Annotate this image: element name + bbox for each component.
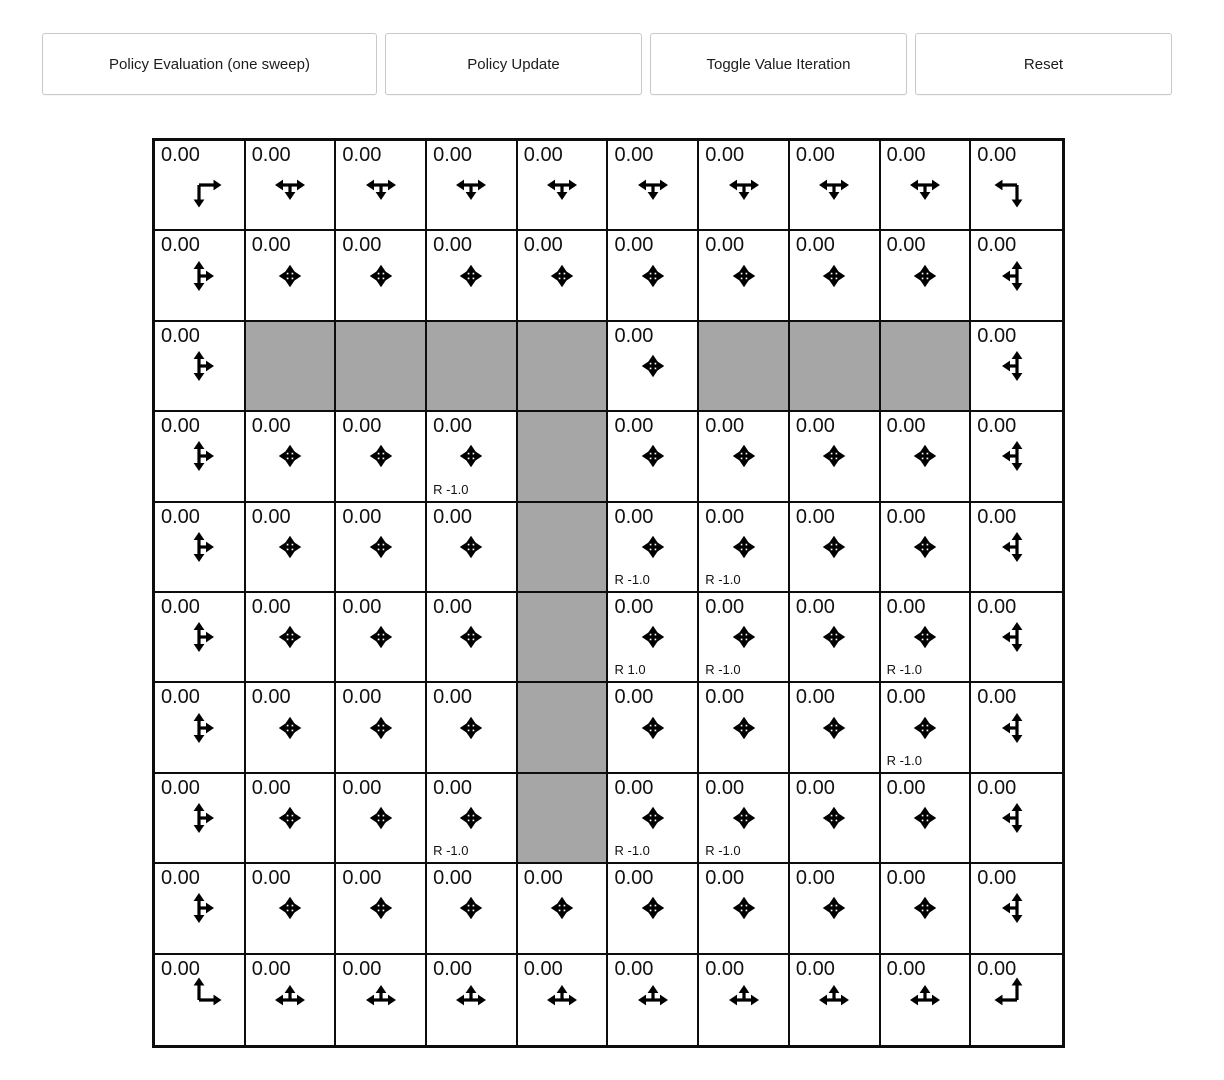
cell-value: 0.00	[342, 144, 382, 166]
cell-value: 0.00	[523, 867, 563, 890]
policy-arrows-icon	[709, 965, 779, 1035]
grid-cell[interactable]	[971, 322, 1062, 412]
policy-arrows-icon	[799, 873, 869, 943]
grid-cell[interactable]	[246, 955, 337, 1045]
cell-value: 0.00	[795, 144, 835, 166]
grid-cell[interactable]	[699, 503, 790, 593]
grid-cell-wall	[518, 683, 609, 773]
policy-arrows-icon	[890, 873, 960, 943]
cell-value: 0.00	[614, 686, 654, 709]
grid-cell[interactable]	[608, 322, 699, 412]
policy-arrows-icon	[527, 150, 597, 220]
grid-cell[interactable]	[699, 231, 790, 321]
policy-arrows-icon	[982, 512, 1052, 582]
grid-cell[interactable]	[246, 774, 337, 864]
cell-value: 0.00	[161, 596, 200, 618]
grid-cell[interactable]	[246, 864, 337, 954]
policy-arrows-icon	[982, 873, 1052, 943]
cell-value: 0.00	[977, 324, 1017, 347]
cell-value: 0.00	[433, 505, 473, 528]
cell-value: 0.00	[342, 415, 382, 438]
grid-cell-wall	[518, 503, 609, 593]
policy-arrows-icon	[618, 421, 688, 491]
cell-value: 0.00	[795, 596, 835, 618]
cell-value: 0.00	[433, 234, 473, 257]
grid-cell[interactable]	[790, 774, 881, 864]
cell-value: 0.00	[886, 957, 926, 980]
policy-arrows-icon	[982, 965, 1052, 1035]
cell-value: 0.00	[795, 686, 835, 709]
grid-cell[interactable]	[427, 955, 518, 1045]
policy-arrows-icon	[982, 241, 1052, 311]
cell-value: 0.00	[614, 776, 654, 799]
policy-arrows-icon	[436, 512, 506, 582]
grid-cell[interactable]	[246, 593, 337, 683]
grid-cell[interactable]	[881, 412, 972, 502]
grid-cell[interactable]	[336, 231, 427, 321]
gridworld-grid	[152, 138, 1065, 1048]
grid-cell[interactable]	[608, 955, 699, 1045]
policy-arrows-icon	[164, 421, 234, 491]
cell-value: 0.00	[161, 686, 200, 709]
grid-cell[interactable]	[427, 593, 518, 683]
grid-cell[interactable]	[790, 412, 881, 502]
policy-arrows-icon	[709, 241, 779, 311]
cell-value: 0.00	[614, 234, 654, 257]
cell-value: 0.00	[161, 776, 200, 799]
policy-arrows-icon	[164, 150, 234, 220]
cell-value: 0.00	[886, 144, 926, 166]
grid-cell[interactable]	[427, 141, 518, 231]
policy-arrows-icon	[982, 602, 1052, 672]
policy-arrows-icon	[709, 421, 779, 491]
cell-value: 0.00	[977, 776, 1017, 799]
grid-cell[interactable]	[971, 412, 1062, 502]
grid-cell[interactable]	[427, 864, 518, 954]
grid-cell[interactable]	[246, 683, 337, 773]
policy-arrows-icon	[799, 241, 869, 311]
cell-value: 0.00	[795, 867, 835, 890]
grid-cell[interactable]	[336, 683, 427, 773]
grid-cell[interactable]	[790, 141, 881, 231]
cell-value: 0.00	[705, 957, 745, 980]
grid-cell[interactable]	[881, 774, 972, 864]
grid-cell[interactable]	[699, 141, 790, 231]
grid-cell[interactable]	[336, 864, 427, 954]
grid-cell[interactable]	[427, 231, 518, 321]
policy-arrows-icon	[982, 693, 1052, 763]
cell-value: 0.00	[251, 776, 291, 799]
cell-value: 0.00	[161, 234, 200, 257]
cell-value: 0.00	[161, 415, 200, 438]
cell-reward: R -1.0	[433, 843, 469, 859]
cell-value: 0.00	[342, 957, 382, 980]
grid-cell[interactable]	[881, 141, 972, 231]
grid-cell[interactable]	[427, 774, 518, 864]
policy-arrows-icon	[890, 241, 960, 311]
cell-value: 0.00	[614, 324, 654, 347]
policy-arrows-icon	[709, 693, 779, 763]
cell-value: 0.00	[251, 415, 291, 438]
grid-cell[interactable]	[971, 774, 1062, 864]
grid-cell[interactable]	[699, 683, 790, 773]
grid-cell[interactable]	[518, 141, 609, 231]
grid-cell[interactable]	[881, 503, 972, 593]
policy-arrows-icon	[436, 602, 506, 672]
grid-cell-wall	[518, 593, 609, 683]
grid-cell[interactable]	[790, 593, 881, 683]
grid-cell[interactable]	[881, 593, 972, 683]
grid-cell[interactable]	[155, 231, 246, 321]
grid-cell-wall	[790, 322, 881, 412]
grid-cell[interactable]	[246, 503, 337, 593]
cell-value: 0.00	[433, 144, 473, 166]
cell-value: 0.00	[433, 867, 473, 890]
cell-value: 0.00	[433, 415, 473, 438]
cell-value: 0.00	[342, 867, 382, 890]
cell-value: 0.00	[705, 776, 745, 799]
policy-arrows-icon	[164, 241, 234, 311]
policy-arrows-icon	[346, 783, 416, 853]
policy-arrows-icon	[255, 150, 325, 220]
grid-cell[interactable]	[699, 774, 790, 864]
policy-arrows-icon	[346, 421, 416, 491]
cell-value: 0.00	[705, 867, 745, 890]
cell-reward: R -1.0	[614, 572, 650, 587]
cell-value: 0.00	[251, 596, 291, 618]
policy-arrows-icon	[255, 965, 325, 1035]
cell-value: 0.00	[433, 957, 473, 980]
policy-arrows-icon	[255, 693, 325, 763]
grid-cell[interactable]	[971, 864, 1062, 954]
cell-value: 0.00	[433, 686, 473, 709]
cell-value: 0.00	[705, 234, 745, 257]
policy-arrows-icon	[799, 783, 869, 853]
policy-arrows-icon	[618, 331, 688, 401]
policy-arrows-icon	[709, 873, 779, 943]
cell-value: 0.00	[795, 415, 835, 438]
policy-arrows-icon	[890, 512, 960, 582]
policy-arrows-icon	[164, 965, 234, 1035]
grid-cell[interactable]	[336, 141, 427, 231]
cell-value: 0.00	[795, 776, 835, 799]
cell-value: 0.00	[251, 867, 291, 890]
policy-arrows-icon	[527, 873, 597, 943]
cell-reward: R -1.0	[614, 843, 650, 859]
grid-cell[interactable]	[790, 683, 881, 773]
grid-cell[interactable]	[699, 864, 790, 954]
grid-cell[interactable]	[518, 864, 609, 954]
policy-arrows-icon	[618, 241, 688, 311]
cell-value: 0.00	[342, 505, 382, 528]
policy-arrows-icon	[799, 602, 869, 672]
policy-arrows-icon	[346, 512, 416, 582]
grid-cell[interactable]	[790, 503, 881, 593]
grid-cell[interactable]	[608, 864, 699, 954]
grid-cell[interactable]	[155, 593, 246, 683]
cell-value: 0.00	[977, 686, 1017, 709]
cell-value: 0.00	[161, 957, 200, 980]
cell-value: 0.00	[886, 686, 926, 709]
toolbar	[42, 33, 1172, 95]
grid-cell[interactable]	[790, 231, 881, 321]
cell-value: 0.00	[977, 415, 1017, 438]
cell-value: 0.00	[614, 505, 654, 528]
policy-arrows-icon	[890, 783, 960, 853]
cell-value: 0.00	[251, 144, 291, 166]
cell-value: 0.00	[795, 234, 835, 257]
cell-reward: R -1.0	[705, 662, 741, 678]
policy-arrows-icon	[799, 421, 869, 491]
policy-arrows-icon	[982, 331, 1052, 401]
policy-arrows-icon	[799, 965, 869, 1035]
grid-cell[interactable]	[881, 955, 972, 1045]
policy-evaluation-button[interactable]: Policy Evaluation (one sweep)	[42, 33, 377, 95]
cell-reward: R -1.0	[886, 752, 922, 768]
cell-value: 0.00	[886, 596, 926, 618]
policy-arrows-icon	[346, 693, 416, 763]
grid-cell[interactable]	[427, 412, 518, 502]
policy-arrows-icon	[164, 602, 234, 672]
cell-value: 0.00	[251, 957, 291, 980]
reset-button[interactable]: Reset	[915, 33, 1172, 95]
grid-cell-wall	[336, 322, 427, 412]
cell-value: 0.00	[433, 596, 473, 618]
policy-arrows-icon	[436, 965, 506, 1035]
grid-cell[interactable]	[155, 864, 246, 954]
policy-arrows-icon	[799, 512, 869, 582]
cell-value: 0.00	[886, 867, 926, 890]
grid-cell[interactable]	[336, 774, 427, 864]
policy-arrows-icon	[255, 512, 325, 582]
grid-cell[interactable]	[699, 955, 790, 1045]
cell-value: 0.00	[161, 144, 200, 166]
grid-cell[interactable]	[155, 955, 246, 1045]
policy-arrows-icon	[799, 150, 869, 220]
grid-cell[interactable]	[971, 141, 1062, 231]
cell-reward: R -1.0	[705, 843, 741, 859]
cell-value: 0.00	[886, 776, 926, 799]
cell-value: 0.00	[977, 144, 1017, 166]
cell-value: 0.00	[977, 867, 1017, 890]
grid-cell[interactable]	[427, 683, 518, 773]
grid-cell[interactable]	[608, 503, 699, 593]
grid-cell[interactable]	[881, 864, 972, 954]
policy-arrows-icon	[982, 150, 1052, 220]
cell-value: 0.00	[977, 957, 1017, 980]
policy-arrows-icon	[346, 873, 416, 943]
cell-value: 0.00	[977, 596, 1017, 618]
cell-reward: R -1.0	[886, 662, 922, 678]
policy-arrows-icon	[346, 150, 416, 220]
grid-cell[interactable]	[155, 683, 246, 773]
grid-cell[interactable]	[518, 955, 609, 1045]
policy-update-button[interactable]: Policy Update	[385, 33, 642, 95]
grid-cell-wall	[518, 412, 609, 502]
grid-cell[interactable]	[427, 503, 518, 593]
policy-arrows-icon	[164, 783, 234, 853]
cell-value: 0.00	[705, 686, 745, 709]
grid-cell[interactable]	[336, 955, 427, 1045]
grid-cell[interactable]	[608, 412, 699, 502]
cell-value: 0.00	[161, 867, 200, 890]
policy-arrows-icon	[255, 602, 325, 672]
cell-value: 0.00	[342, 776, 382, 799]
cell-value: 0.00	[886, 234, 926, 257]
grid-cell[interactable]	[336, 412, 427, 502]
grid-cell[interactable]	[790, 864, 881, 954]
grid-cell[interactable]	[608, 231, 699, 321]
policy-arrows-icon	[618, 965, 688, 1035]
policy-arrows-icon	[255, 241, 325, 311]
cell-value: 0.00	[614, 957, 654, 980]
grid-cell[interactable]	[608, 141, 699, 231]
grid-cell[interactable]	[881, 231, 972, 321]
cell-value: 0.00	[251, 234, 291, 257]
policy-arrows-icon	[890, 421, 960, 491]
policy-arrows-icon	[346, 241, 416, 311]
cell-value: 0.00	[614, 867, 654, 890]
grid-cell-wall	[427, 322, 518, 412]
policy-arrows-icon	[799, 693, 869, 763]
cell-value: 0.00	[161, 324, 200, 347]
grid-cell[interactable]	[155, 141, 246, 231]
grid-cell[interactable]	[336, 593, 427, 683]
grid-cell[interactable]	[971, 231, 1062, 321]
policy-arrows-icon	[255, 873, 325, 943]
cell-value: 0.00	[705, 415, 745, 438]
grid-cell[interactable]	[518, 231, 609, 321]
policy-arrows-icon	[436, 150, 506, 220]
grid-cell[interactable]	[971, 683, 1062, 773]
cell-value: 0.00	[433, 776, 473, 799]
grid-cell[interactable]	[155, 774, 246, 864]
policy-arrows-icon	[164, 512, 234, 582]
cell-value: 0.00	[886, 415, 926, 438]
cell-value: 0.00	[342, 596, 382, 618]
policy-arrows-icon	[890, 150, 960, 220]
policy-arrows-icon	[164, 693, 234, 763]
policy-arrows-icon	[255, 783, 325, 853]
grid-cell-wall	[881, 322, 972, 412]
grid-cell[interactable]	[155, 412, 246, 502]
policy-arrows-icon	[890, 965, 960, 1035]
grid-cell[interactable]	[608, 683, 699, 773]
grid-cell[interactable]	[971, 503, 1062, 593]
grid-cell[interactable]	[608, 593, 699, 683]
cell-value: 0.00	[795, 505, 835, 528]
grid-cell[interactable]	[608, 774, 699, 864]
policy-arrows-icon	[618, 693, 688, 763]
grid-cell[interactable]	[336, 503, 427, 593]
grid-cell[interactable]	[881, 683, 972, 773]
grid-cell[interactable]	[971, 593, 1062, 683]
cell-value: 0.00	[795, 957, 835, 980]
cell-value: 0.00	[523, 957, 563, 980]
grid-cell-wall	[699, 322, 790, 412]
policy-arrows-icon	[255, 421, 325, 491]
policy-arrows-icon	[164, 873, 234, 943]
policy-arrows-icon	[164, 331, 234, 401]
cell-value: 0.00	[161, 505, 200, 528]
toggle-value-iteration-button[interactable]: Toggle Value Iteration	[650, 33, 907, 95]
cell-value: 0.00	[977, 234, 1017, 257]
policy-arrows-icon	[527, 241, 597, 311]
grid-cell-wall	[518, 322, 609, 412]
policy-arrows-icon	[436, 693, 506, 763]
policy-arrows-icon	[618, 150, 688, 220]
grid-cell[interactable]	[246, 231, 337, 321]
cell-value: 0.00	[705, 144, 745, 166]
grid-cell[interactable]	[699, 412, 790, 502]
cell-value: 0.00	[523, 234, 563, 257]
cell-value: 0.00	[342, 234, 382, 257]
grid-cell[interactable]	[246, 141, 337, 231]
cell-value: 0.00	[977, 505, 1017, 528]
cell-reward: R -1.0	[705, 572, 741, 587]
cell-reward: R 1.0	[614, 662, 646, 678]
policy-arrows-icon	[709, 150, 779, 220]
cell-value: 0.00	[614, 415, 654, 438]
cell-reward: R -1.0	[433, 481, 469, 497]
policy-arrows-icon	[982, 421, 1052, 491]
cell-value: 0.00	[886, 505, 926, 528]
cell-value: 0.00	[251, 686, 291, 709]
cell-value: 0.00	[342, 686, 382, 709]
policy-arrows-icon	[346, 965, 416, 1035]
grid-cell[interactable]	[699, 593, 790, 683]
cell-value: 0.00	[523, 144, 563, 166]
cell-value: 0.00	[705, 596, 745, 618]
policy-arrows-icon	[618, 873, 688, 943]
policy-arrows-icon	[346, 602, 416, 672]
cell-value: 0.00	[705, 505, 745, 528]
grid-cell-wall	[518, 774, 609, 864]
cell-value: 0.00	[614, 144, 654, 166]
grid-cell[interactable]	[246, 412, 337, 502]
grid-cell-wall	[246, 322, 337, 412]
grid-cell[interactable]	[971, 955, 1062, 1045]
cell-value: 0.00	[614, 596, 654, 618]
policy-arrows-icon	[982, 783, 1052, 853]
policy-arrows-icon	[527, 965, 597, 1035]
grid-cell[interactable]	[155, 322, 246, 412]
cell-value: 0.00	[251, 505, 291, 528]
grid-cell[interactable]	[790, 955, 881, 1045]
policy-arrows-icon	[436, 873, 506, 943]
policy-arrows-icon	[436, 241, 506, 311]
grid-cell[interactable]	[155, 503, 246, 593]
